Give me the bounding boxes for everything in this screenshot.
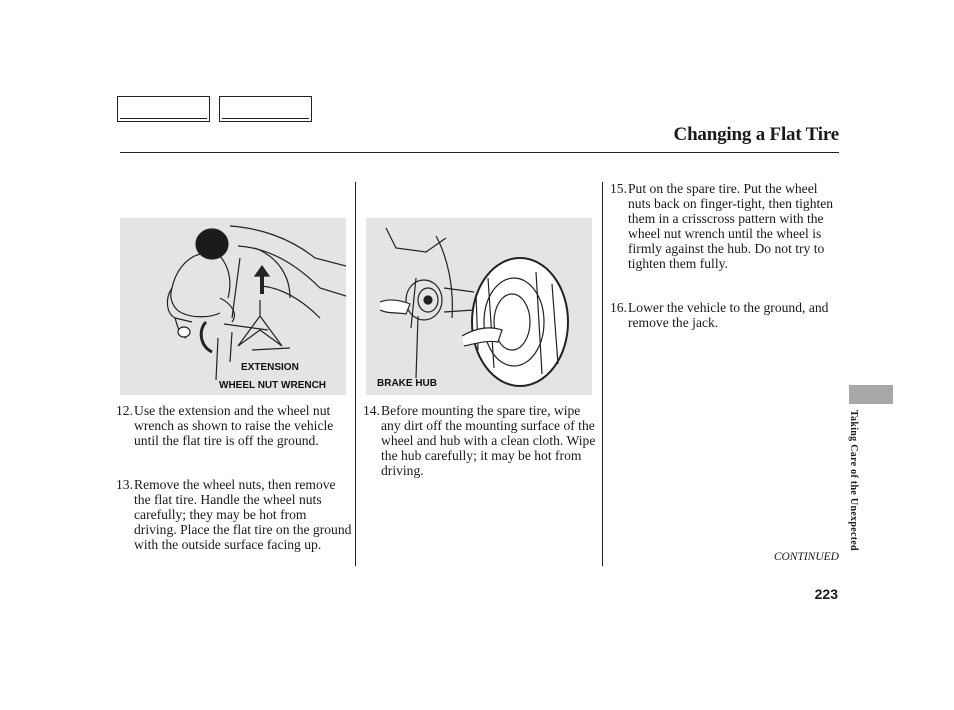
section-tab[interactable] (849, 385, 893, 404)
step-text: Use the extension and the wheel nut wrench as shown to raise the vehicle until the flat tire is off the ground. (134, 403, 334, 448)
section-label: Taking Care of the Unexpected (848, 410, 859, 551)
continued-label: CONTINUED (773, 551, 839, 563)
step-number: 12. (116, 403, 133, 418)
step-12 (116, 403, 352, 448)
step-text: Put on the spare tire. Put the wheel nuts back on finger-tight, then tighten them in a crisscross pattern with the wheel nut wrench until the wheel is firmly against the hub. Do not try to tighten them fully. (628, 181, 834, 271)
title-divider (120, 152, 839, 153)
step-text: Before mounting the spare tire, wipe any dirt off the mounting surface of the wheel and hub with a clean cloth. Wipe the hub carefully; it may be hot from driving. (381, 403, 596, 478)
jack-drawing (120, 218, 346, 395)
jack-illustration (120, 218, 346, 395)
previous-section-button[interactable] (117, 96, 210, 122)
step-text: Lower the vehicle to the ground, and remove the jack. (628, 300, 829, 330)
next-section-button[interactable] (219, 96, 312, 122)
step-15 (610, 181, 842, 271)
column-divider (355, 182, 356, 566)
page-title: Changing a Flat Tire (673, 124, 839, 145)
step-16 (610, 300, 842, 330)
step-text: Remove the wheel nuts, then remove the flat tire. Handle the wheel nuts carefully; they may be hot from driving. Place the flat tire on the ground with the outside surface facing up. (134, 477, 352, 552)
step-number: 13. (116, 477, 133, 492)
page-number: 223 (814, 586, 838, 602)
brake-hub-illustration (366, 218, 592, 395)
column-divider (602, 182, 603, 566)
extension-label: EXTENSION (241, 362, 299, 373)
wheel-nut-wrench-label: WHEEL NUT WRENCH (219, 380, 327, 391)
brake-hub-drawing (366, 218, 592, 395)
brake-hub-label: BRAKE HUB (377, 378, 437, 389)
step-13 (116, 477, 352, 552)
step-number: 16. (610, 300, 627, 315)
step-number: 15. (610, 181, 627, 196)
step-14 (363, 403, 599, 478)
step-number: 14. (363, 403, 380, 418)
